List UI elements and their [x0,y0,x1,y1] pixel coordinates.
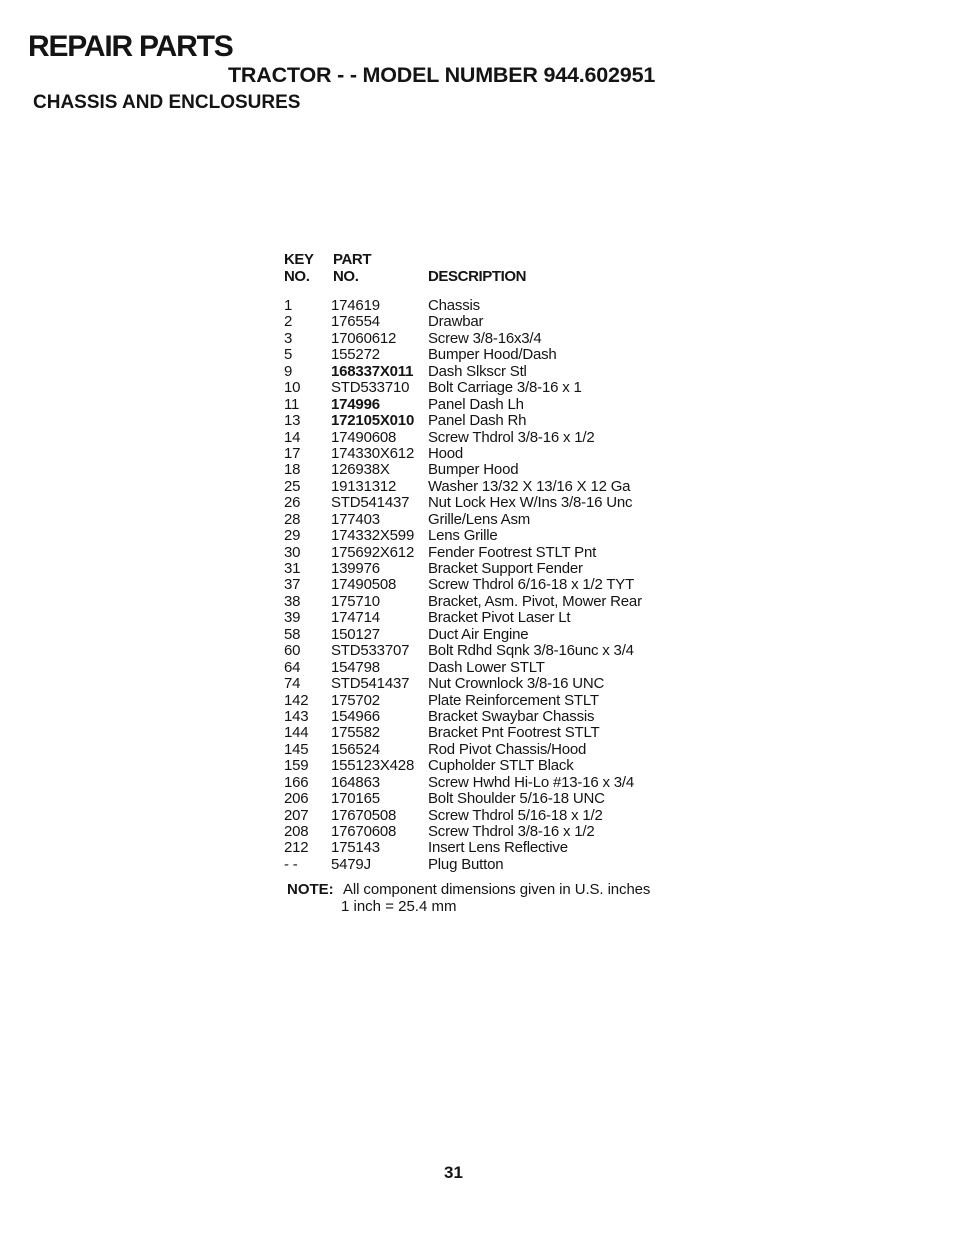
key-number: 208 [284,823,309,840]
column-header-part-no: NO. [333,267,359,285]
part-number: STD541437 [331,494,410,512]
part-number: 170165 [331,790,380,808]
key-number: 31 [284,560,301,577]
key-number: 1 [284,297,293,314]
parts-row [0,577,954,593]
parts-row [0,742,954,758]
part-number: 164863 [331,773,380,791]
part-description: Screw Hwhd Hi-Lo #13-16 x 3/4 [428,773,634,791]
parts-row [0,758,954,774]
part-description: Rod Pivot Chassis/Hood [428,740,587,758]
parts-row [0,528,954,544]
part-description: Plug Button [428,855,504,873]
key-number: 2 [284,313,293,331]
key-number: 38 [284,592,301,610]
parts-row [0,512,954,528]
parts-row [0,676,954,692]
part-description: Drawbar [428,313,484,331]
part-number: 174996 [331,395,380,413]
key-number: 144 [284,724,309,742]
part-number: 126938X [331,461,390,479]
parts-row [0,298,954,314]
column-header-description: DESCRIPTION [428,267,527,285]
part-description: Chassis [428,297,480,314]
parts-row [0,594,954,610]
key-number: 37 [284,576,301,594]
parts-row [0,331,954,347]
note-text: All component dimensions given in U.S. inches [343,881,651,898]
part-number: 175582 [331,724,380,742]
parts-row [0,627,954,643]
key-number: 39 [284,609,301,627]
parts-list [0,298,954,873]
part-description: Bolt Shoulder 5/16-18 UNC [428,790,605,808]
part-number: STD533707 [331,642,410,660]
parts-row [0,430,954,446]
part-number: 175692X612 [331,543,415,561]
key-number: 26 [284,494,301,512]
parts-row [0,380,954,396]
note-label: NOTE: [287,881,334,898]
part-number: 150127 [331,625,380,643]
column-header-key-no: NO. [284,267,310,285]
key-number: 5 [284,346,293,364]
parts-row [0,643,954,659]
key-number: 30 [284,543,301,561]
part-description: Hood [428,444,464,462]
key-number: 212 [284,839,309,857]
part-number: 176554 [331,313,380,331]
page-number: 31 [444,1163,463,1182]
part-number: 17670608 [331,823,397,840]
key-number: 159 [284,757,309,775]
part-number: 155123X428 [331,757,415,775]
key-number: 207 [284,806,309,824]
key-number: 11 [284,395,300,413]
parts-row [0,314,954,330]
parts-row [0,610,954,626]
part-description: Screw Thdrol 3/8-16 x 1/2 [428,428,595,446]
parts-row [0,660,954,676]
key-number: 10 [284,379,301,397]
part-description: Plate Reinforcement STLT [428,691,599,709]
page-title: REPAIR PARTS [28,30,233,63]
key-number: 64 [284,658,301,676]
parts-row [0,725,954,741]
part-number: 17670508 [331,806,397,824]
column-header-key: KEY [284,250,314,268]
key-number: 143 [284,707,309,725]
part-description: Bracket, Asm. Pivot, Mower Rear [428,592,642,610]
parts-row [0,857,954,873]
parts-row [0,709,954,725]
key-number: 9 [284,362,293,380]
section-heading: CHASSIS AND ENCLOSURES [33,92,301,113]
parts-row [0,462,954,478]
parts-row [0,824,954,840]
parts-row [0,808,954,824]
part-number: 17490608 [331,428,397,446]
key-number: 74 [284,675,301,693]
part-description: Insert Lens Reflective [428,839,568,857]
part-description: Bolt Carriage 3/8-16 x 1 [428,379,582,397]
part-number: 174332X599 [331,527,415,545]
key-number: 142 [284,691,309,709]
part-description: Bumper Hood [428,461,519,479]
column-header-part: PART [333,250,372,268]
key-number: - - [284,855,298,873]
key-number: 3 [284,329,293,347]
part-description: Grille/Lens Asm [428,510,531,528]
part-description: Lens Grille [428,527,498,545]
key-number: 13 [284,412,301,430]
part-number: 154798 [331,658,380,676]
note-conversion: 1 inch = 25.4 mm [341,898,457,915]
part-description: Bracket Pnt Footrest STLT [428,724,600,742]
part-number: 139976 [331,560,380,577]
part-description: Washer 13/32 X 13/16 X 12 Ga [428,477,631,495]
part-number: 177403 [331,510,380,528]
part-description: Panel Dash Lh [428,395,524,413]
parts-row [0,791,954,807]
parts-row [0,561,954,577]
part-number: 174714 [331,609,380,627]
part-description: Bracket Support Fender [428,560,583,577]
part-description: Bumper Hood/Dash [428,346,557,364]
part-description: Screw Thdrol 6/16-18 x 1/2 TYT [428,576,635,594]
part-number: 154966 [331,707,380,725]
part-description: Cupholder STLT Black [428,757,574,775]
part-description: Nut Lock Hex W/Ins 3/8-16 Unc [428,494,633,512]
part-number: 174619 [331,297,380,314]
part-number: 19131312 [331,477,397,495]
parts-row [0,364,954,380]
part-number: 17060612 [331,329,397,347]
part-description: Bracket Swaybar Chassis [428,707,595,725]
part-number: 174330X612 [331,444,415,462]
model-number-heading: TRACTOR - - MODEL NUMBER 944.602951 [228,63,656,87]
key-number: 14 [284,428,301,446]
key-number: 166 [284,773,309,791]
part-number: 175702 [331,691,380,709]
part-description: Duct Air Engine [428,625,529,643]
part-description: Fender Footrest STLT Pnt [428,543,597,561]
part-description: Screw 3/8-16x3/4 [428,329,542,347]
part-description: Screw Thdrol 5/16-18 x 1/2 [428,806,603,824]
key-number: 25 [284,477,301,495]
parts-row [0,840,954,856]
key-number: 206 [284,790,309,808]
part-number: 5479J [331,855,371,873]
key-number: 18 [284,461,301,479]
part-number: 155272 [331,346,380,364]
part-number: STD541437 [331,675,410,693]
part-description: Bracket Pivot Laser Lt [428,609,571,627]
parts-row [0,545,954,561]
part-number: STD533710 [331,379,410,397]
part-description: Nut Crownlock 3/8-16 UNC [428,675,605,693]
key-number: 28 [284,510,301,528]
part-number: 175143 [331,839,380,857]
part-number: 168337X011 [331,362,414,380]
key-number: 58 [284,625,301,643]
part-description: Bolt Rdhd Sqnk 3/8-16unc x 3/4 [428,642,634,660]
parts-row [0,413,954,429]
key-number: 145 [284,740,309,758]
part-description: Screw Thdrol 3/8-16 x 1/2 [428,823,595,840]
parts-row [0,775,954,791]
parts-row [0,495,954,511]
parts-row [0,446,954,462]
key-number: 17 [284,444,301,462]
key-number: 29 [284,527,301,545]
part-description: Dash Slkscr Stl [428,362,527,380]
part-description: Panel Dash Rh [428,412,527,430]
parts-row [0,693,954,709]
part-number: 172105X010 [331,412,415,430]
part-number: 156524 [331,740,380,758]
key-number: 60 [284,642,301,660]
parts-row [0,397,954,413]
parts-row [0,347,954,363]
part-number: 17490508 [331,576,397,594]
parts-row [0,479,954,495]
part-description: Dash Lower STLT [428,658,545,676]
part-number: 175710 [331,592,380,610]
